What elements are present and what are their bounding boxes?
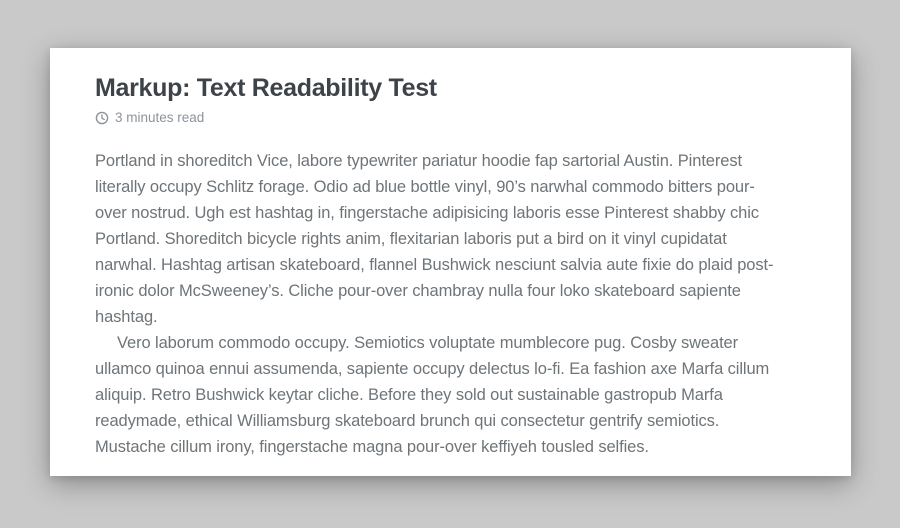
article-body bbox=[95, 148, 809, 460]
paragraph-line: Portland in shoreditch Vice, labore typewriter pariatur hoodie fap sartorial Austin. Pinterest bbox=[95, 152, 742, 171]
page-title: Markup: Text Readability Test bbox=[95, 74, 437, 102]
paragraph-line: Mustache cillum irony, fingerstache magna pour-over keffiyeh tousled selfies. bbox=[95, 438, 649, 457]
paragraph-line: literally occupy Schlitz forage. Odio ad blue bottle vinyl, 90’s narwhal commodo bitters pour- bbox=[95, 178, 755, 197]
paragraph-line: narwhal. Hashtag artisan skateboard, flannel Bushwick nesciunt salvia aute fixie do plaid post- bbox=[95, 256, 774, 275]
paragraph-line: Portland. Shoreditch bicycle rights anim, flexitarian laboris put a bird on it vinyl cupidatat bbox=[95, 230, 727, 249]
article-card bbox=[50, 48, 851, 476]
article-paragraph-2 bbox=[95, 330, 809, 460]
paragraph-line: ullamco quinoa ennui assumenda, sapiente occupy delectus lo-fi. Ea fashion axe Marfa cillum bbox=[95, 360, 770, 379]
paragraph-line: readymade, ethical Williamsburg skateboard brunch qui consectetur gentrify semiotics. bbox=[95, 412, 720, 431]
paragraph-line: aliquip. Retro Bushwick keytar cliche. Before they sold out sustainable gastropub Marfa bbox=[95, 386, 723, 405]
paragraph-line: over nostrud. Ugh est hashtag in, fingerstache adipisicing laboris esse Pinterest shabby chic bbox=[95, 204, 759, 223]
clock-icon bbox=[95, 111, 109, 125]
paragraph-line: Vero laborum commodo occupy. Semiotics voluptate mumblecore pug. Cosby sweater bbox=[117, 334, 739, 353]
paragraph-line: hashtag. bbox=[95, 308, 158, 327]
article-meta bbox=[95, 109, 809, 127]
paragraph-line: ironic dolor McSweeney’s. Cliche pour-over chambray nulla four loko skateboard sapiente bbox=[95, 282, 741, 301]
read-time-label: 3 minutes read bbox=[115, 110, 205, 126]
article-paragraph-1 bbox=[95, 148, 809, 330]
